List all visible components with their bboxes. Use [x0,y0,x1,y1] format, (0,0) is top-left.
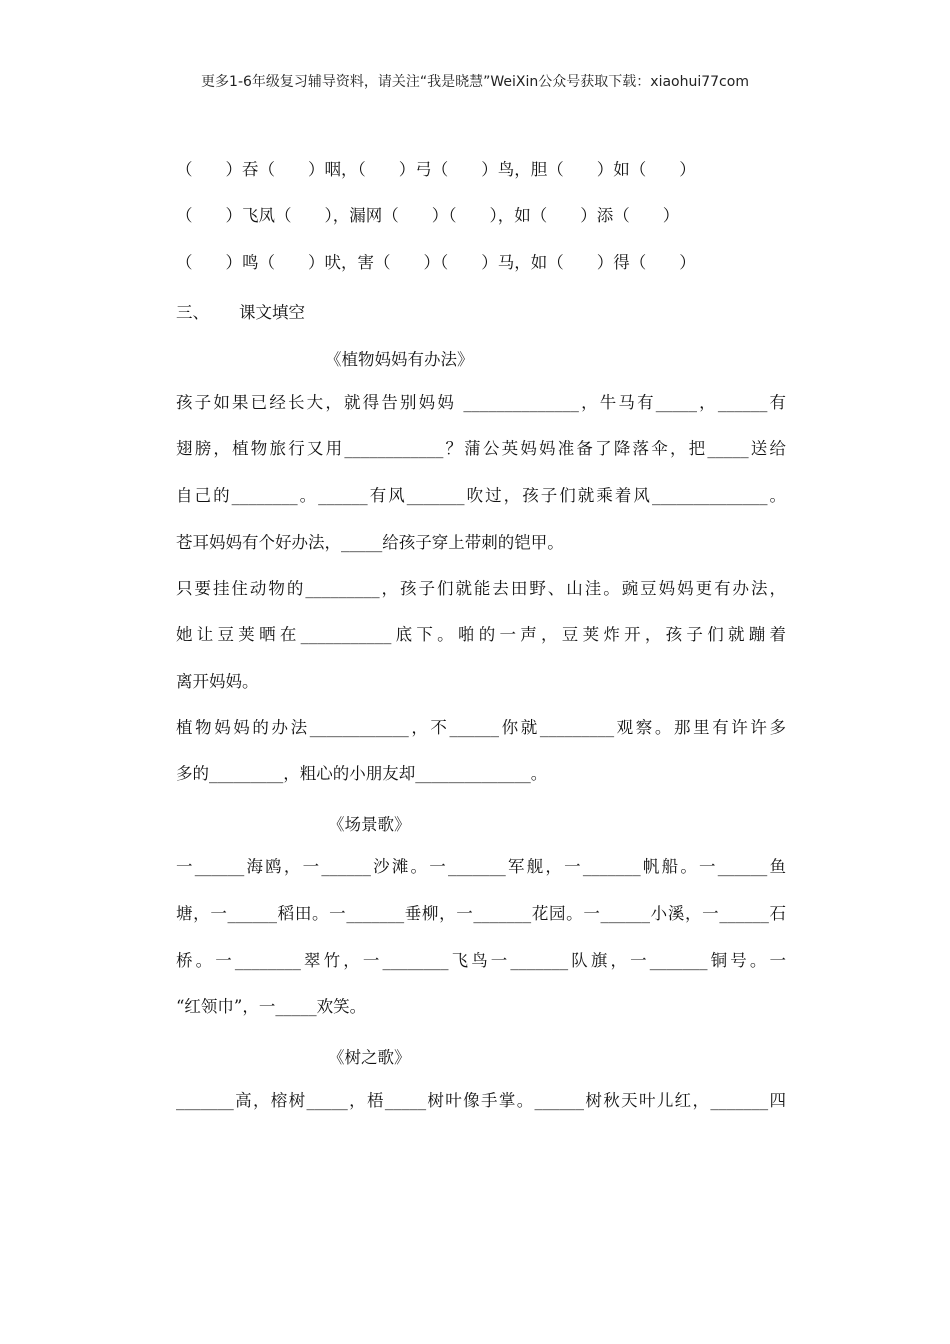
passage-title: 《树之歌》 [328,1048,411,1067]
passage-line: 苍耳妈妈有个好办法，_____给孩子穿上带刺的铠甲。 [176,533,564,552]
passage-line: 自己的________。______有风_______吹过，孩子们就乘着风______________。 [176,486,786,505]
idiom-line: （ ）吞（ ）咽，（ ）弓（ ）鸟，胆（ ）如（ ） [176,160,696,179]
passage-line: 离开妈妈。 [176,672,259,691]
idiom-line: （ ）飞凤（ ），漏网（ ）（ ），如（ ）添（ ） [176,206,680,225]
passage-title: 《植物妈妈有办法》 [325,350,474,369]
passage-line: 多的_________，粗心的小朋友却______________。 [176,764,548,783]
passage-line: 植物妈妈的办法____________，不______你就_________观察。那里有许许多 [176,718,786,737]
section-heading [176,299,305,323]
passage-line: 塘，一______稻田。一_______垂柳，一_______花园。一______小溪，一______石 [176,904,786,923]
passage-line: 她让豆荚晒在___________底下。啪的一声，豆荚炸开，孩子们就蹦着 [176,625,786,644]
passage-title: 《场景歌》 [328,815,411,834]
passage-line: 孩子如果已经长大，就得告别妈妈 ______________，牛马有_____，______有 [176,393,786,412]
passage-line: _______高，榕树_____，梧_____树叶像手掌。______树秋天叶儿红，_______四 [176,1091,786,1110]
page-header: 更多1-6年级复习辅导资料，请关注“我是晓慧”WeiXin公众号获取下载：xiaohui77com [201,74,749,90]
passage-line: 桥。一________翠竹，一________飞鸟一_______队旗，一_______铜号。一 [176,951,786,970]
passage-line: 一______海鸥，一______沙滩。一_______军舰，一_______帆船。一______鱼 [176,857,786,876]
section-title: 课文填空 [239,303,305,322]
passage-line: 翅膀，植物旅行又用____________？蒲公英妈妈准备了降落伞，把_____送给 [176,439,786,458]
section-number: 三、 [176,303,209,322]
passage-line: 只要挂住动物的_________，孩子们就能去田野、山洼。豌豆妈妈更有办法， [176,579,786,598]
idiom-line: （ ）鸣（ ）吠，害（ ）（ ）马，如（ ）得（ ） [176,253,696,272]
passage-line: “红领巾”，一_____欢笑。 [176,997,367,1016]
